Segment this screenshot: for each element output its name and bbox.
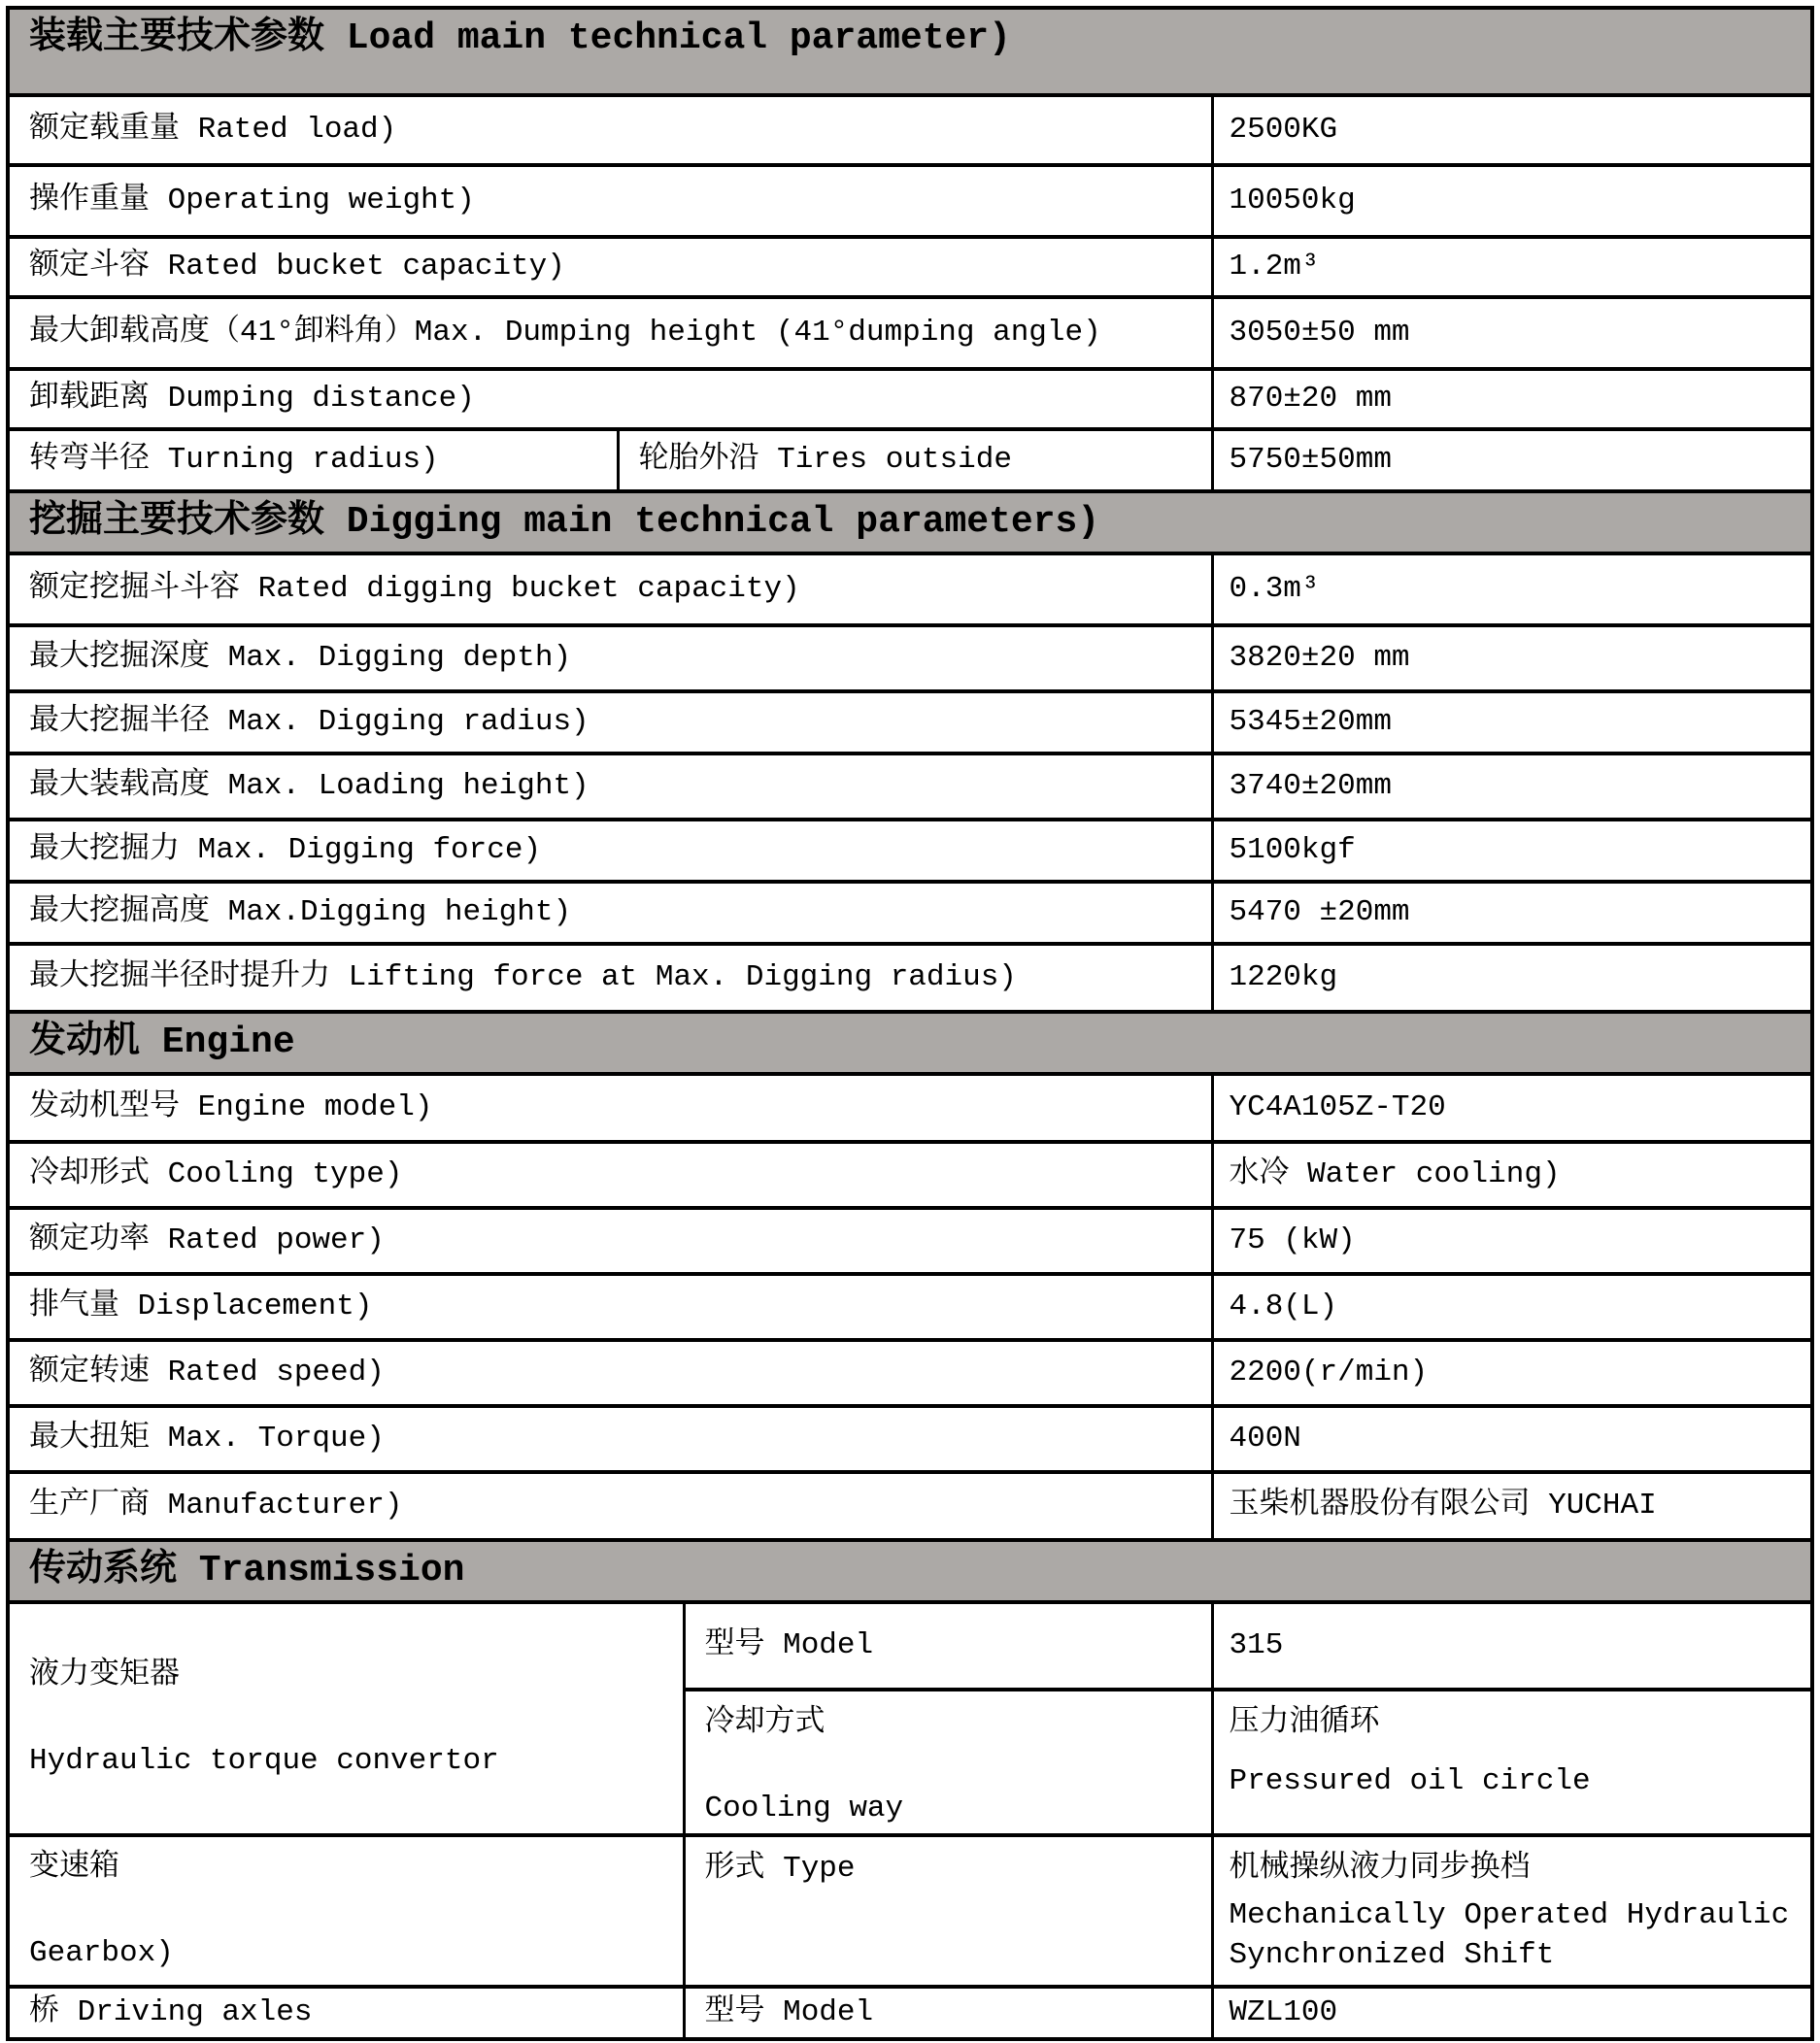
spec-row-label: 额定斗容 Rated bucket capacity) [8, 237, 1212, 297]
spec-row-label: 最大挖掘深度 Max. Digging depth) [8, 625, 1212, 691]
spec-row-value [1212, 1690, 1812, 1835]
value-line: 机械操纵液力同步换档 [1229, 1851, 1531, 1886]
value-line: 315 [1229, 1628, 1284, 1663]
spec-row-value: 3050±50 mm [1212, 297, 1812, 369]
spec-row-value: 5100kgf [1212, 820, 1812, 882]
spec-row-label: 冷却形式 Cooling type) [8, 1142, 1212, 1208]
spec-row-value: 870±20 mm [1212, 369, 1812, 429]
spec-row-value [1212, 1602, 1812, 1690]
value-line: Pressured oil circle [1229, 1763, 1591, 1798]
spec-row-value: 5345±20mm [1212, 691, 1812, 754]
value-line: Mechanically Operated Hydraulic Synchronized Shift [1229, 1897, 1790, 1973]
spec-row-value [1212, 1835, 1812, 1987]
spec-row-value: 5750±50mm [1212, 429, 1812, 491]
spec-row-label: 额定挖掘斗斗容 Rated digging bucket capacity) [8, 553, 1212, 625]
value-line: 压力油循环 [1229, 1706, 1380, 1740]
spec-row-label: 最大扭矩 Max. Torque) [8, 1406, 1212, 1472]
section-header-transmission: 传动系统 Transmission [8, 1540, 1812, 1602]
sublabel-line: 型号 Model [704, 1628, 874, 1663]
spec-row-value: 2500KG [1212, 95, 1812, 165]
spec-row-value: 3820±20 mm [1212, 625, 1812, 691]
spec-row-value: 75 (kW) [1212, 1208, 1812, 1274]
spec-row-value: 1220kg [1212, 944, 1812, 1012]
spec-row-label: 操作重量 Operating weight) [8, 165, 1212, 237]
spec-row-label: 最大挖掘半径 Max. Digging radius) [8, 691, 1212, 754]
section-header-engine: 发动机 Engine [8, 1012, 1812, 1074]
spec-row-value: 水冷 Water cooling) [1212, 1142, 1812, 1208]
spec-row-sublabel: 轮胎外沿 Tires outside [618, 429, 1212, 491]
transmission-group-label [8, 1602, 684, 1835]
spec-row-label: 额定功率 Rated power) [8, 1208, 1212, 1274]
spec-row-value: 0.3m³ [1212, 553, 1812, 625]
spec-row-label: 排气量 Displacement) [8, 1274, 1212, 1340]
transmission-group-label [8, 1835, 684, 1987]
value-line: WZL100 [1229, 1994, 1338, 2029]
group-label-line: Hydraulic torque convertor [29, 1743, 499, 1778]
section-header-load: 装载主要技术参数 Load main technical parameter) [8, 8, 1812, 95]
spec-row-label: 额定载重量 Rated load) [8, 95, 1212, 165]
transmission-group-label [8, 1987, 684, 2039]
spec-row-sublabel [684, 1690, 1212, 1835]
spec-table [6, 6, 1814, 2041]
spec-row-value: 2200(r/min) [1212, 1340, 1812, 1406]
spec-row-value: 1.2m³ [1212, 237, 1812, 297]
spec-row-label: 生产厂商 Manufacturer) [8, 1472, 1212, 1540]
spec-row-sublabel [684, 1602, 1212, 1690]
spec-row-sublabel [684, 1835, 1212, 1987]
group-label-line: Gearbox) [29, 1935, 174, 1970]
spec-row-sublabel [684, 1987, 1212, 2039]
spec-row-label: 最大挖掘高度 Max.Digging height) [8, 882, 1212, 944]
sublabel-line: 冷却方式 [704, 1706, 826, 1740]
spec-row-label: 最大挖掘半径时提升力 Lifting force at Max. Digging radius) [8, 944, 1212, 1012]
spec-row-value: 400N [1212, 1406, 1812, 1472]
sublabel-line: Cooling way [704, 1791, 904, 1825]
section-header-digging: 挖掘主要技术参数 Digging main technical parameters) [8, 491, 1812, 553]
group-label-line: 变速箱 [29, 1850, 119, 1885]
spec-row-label: 发动机型号 Engine model) [8, 1074, 1212, 1142]
group-label-line: 桥 Driving axles [29, 1994, 313, 2029]
spec-row-value: 5470 ±20mm [1212, 882, 1812, 944]
spec-row-label: 额定转速 Rated speed) [8, 1340, 1212, 1406]
spec-row-value: 10050kg [1212, 165, 1812, 237]
group-label-line: 液力变矩器 [29, 1658, 180, 1692]
spec-row-label: 最大卸载高度（41°卸料角）Max. Dumping height (41°dumping angle) [8, 297, 1212, 369]
spec-row-value: 玉柴机器股份有限公司 YUCHAI [1212, 1472, 1812, 1540]
sublabel-line: 形式 Type [704, 1851, 856, 1886]
sublabel-line: 型号 Model [704, 1994, 874, 2029]
spec-row-label: 最大装载高度 Max. Loading height) [8, 754, 1212, 820]
spec-row-label: 最大挖掘力 Max. Digging force) [8, 820, 1212, 882]
spec-row-value: 3740±20mm [1212, 754, 1812, 820]
spec-row-value: 4.8(L) [1212, 1274, 1812, 1340]
spec-row-label: 卸载距离 Dumping distance) [8, 369, 1212, 429]
spec-row-label: 转弯半径 Turning radius) [8, 429, 618, 491]
spec-row-value: YC4A105Z-T20 [1212, 1074, 1812, 1142]
spec-row-value [1212, 1987, 1812, 2039]
